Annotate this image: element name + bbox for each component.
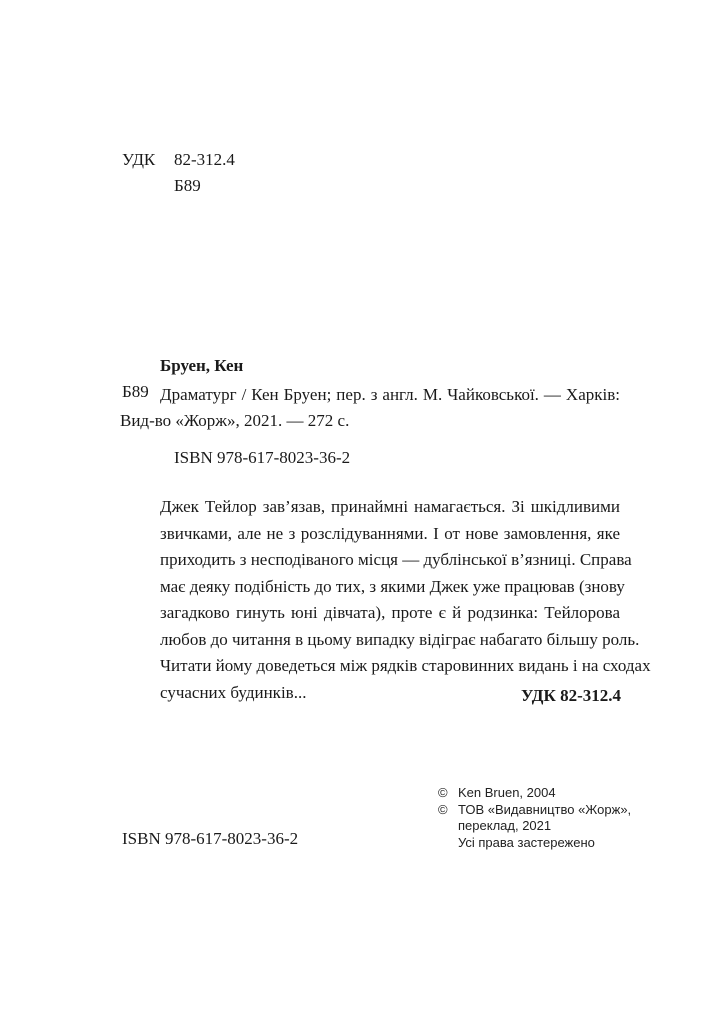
copyright-block [438, 785, 631, 851]
udk-right: УДК 82-312.4 [521, 686, 621, 705]
isbn-bottom: ISBN 978-617-8023-36-2 [122, 829, 299, 848]
annotation-line: любов до читання в цьому випадку відіграє набагато більшу роль. [160, 629, 640, 649]
isbn-record: ISBN 978-617-8023-36-2 [174, 448, 351, 467]
annotation [160, 494, 651, 706]
description-line: Вид-во «Жорж», 2021. — 272 с. [120, 411, 350, 430]
copyright-line: ТОВ «Видавництво «Жорж», [458, 801, 632, 817]
annotation-line: приходить з несподіваного місця — дублінської в’язниці. Справа [160, 550, 632, 569]
copyright-symbol: © [438, 801, 448, 817]
annotation-line: загадково гинуть юні дівчата), проте є й родзинка: Тейлорова [160, 603, 620, 622]
annotation-line: Джек Тейлор зав’язав, принаймні намагається. Зі шкідливими [160, 497, 620, 516]
udk-label: УДК [122, 150, 156, 169]
annotation-line: сучасних будинків... [160, 682, 307, 702]
annotation-line: звичками, але не з розслідуваннями. І от нове замовлення, яке [160, 523, 620, 543]
copyright-symbol: © [438, 785, 448, 800]
record-bbk: Б89 [122, 382, 149, 401]
description-line: Драматург / Кен Бруен; пер. з англ. М. Чайковської. — Харків: [160, 385, 620, 404]
bbk-code: Б89 [174, 176, 201, 195]
copyright-line: Ken Bruen, 2004 [458, 785, 556, 800]
author-heading: Бруен, Кен [160, 356, 244, 375]
copyright-line: переклад, 2021 [458, 818, 552, 833]
annotation-line: має деяку подібність до тих, з якими Джек уже працював (знову [160, 576, 625, 596]
copyright-line: Усі права застережено [458, 834, 595, 850]
annotation-line: Читати йому доведеться між рядків старовинних видань і на сходах [160, 656, 651, 675]
udk-code: 82-312.4 [174, 150, 235, 169]
